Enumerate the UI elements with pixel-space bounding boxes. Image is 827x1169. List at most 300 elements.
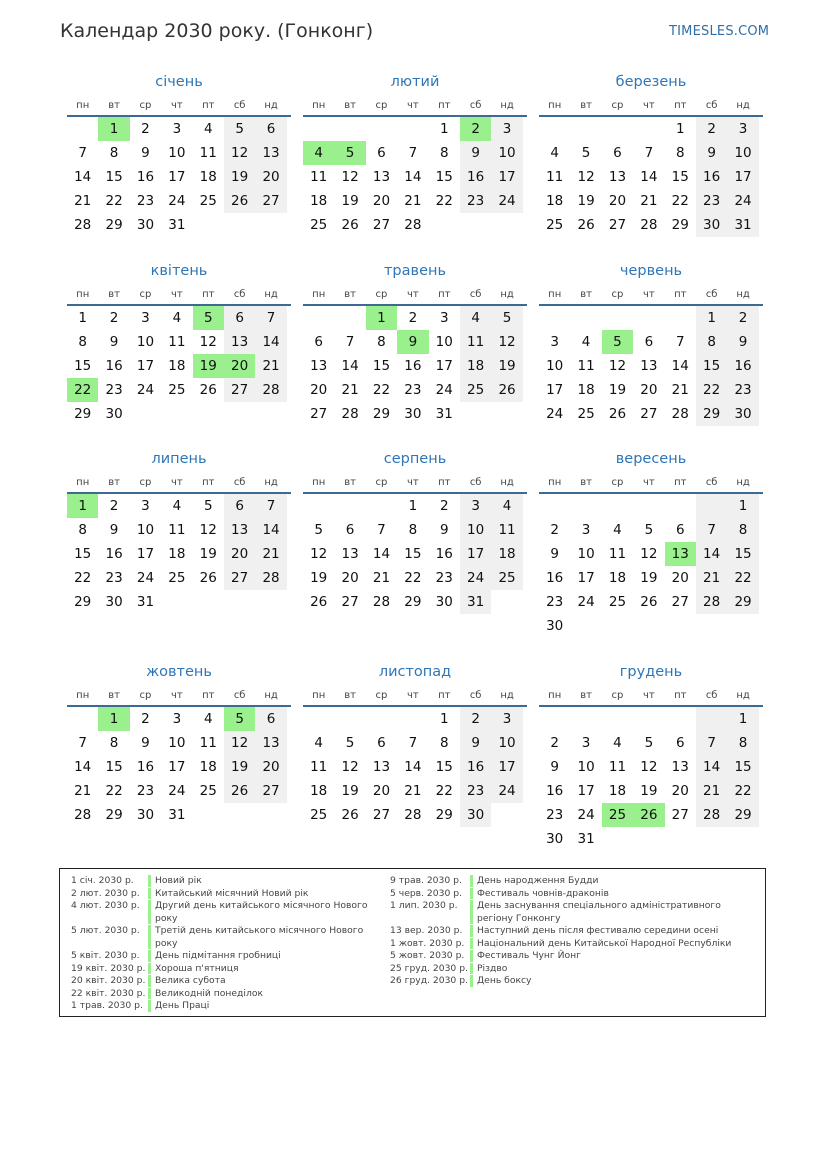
day-cell[interactable]: 12 [224,731,255,755]
day-cell[interactable]: 16 [435,546,453,562]
day-cell[interactable]: 13 [224,330,255,354]
day-cell[interactable]: 6 [314,334,323,350]
day-cell[interactable]: 22 [372,382,391,398]
day-cell[interactable]: 28 [696,803,727,827]
day-cell[interactable]: 15 [404,546,422,562]
day-cell[interactable]: 21 [74,783,92,799]
day-cell[interactable]: 24 [546,406,564,422]
day-cell[interactable]: 19 [224,755,255,779]
day-cell[interactable]: 6 [224,306,255,330]
day-cell[interactable]: 2 [696,117,727,141]
day-cell[interactable]: 29 [404,594,422,610]
day-cell[interactable]: 10 [577,759,595,775]
day-cell[interactable]: 13 [310,358,328,374]
day-cell[interactable]: 11 [460,330,491,354]
day-cell[interactable]: 18 [310,193,328,209]
day-cell[interactable]: 6 [675,735,685,751]
day-cell[interactable]: 23 [727,378,758,402]
day-cell[interactable]: 19 [193,354,224,378]
day-cell[interactable]: 15 [727,755,758,779]
day-cell[interactable]: 14 [255,518,286,542]
day-cell[interactable]: 26 [199,570,217,586]
day-cell[interactable]: 3 [581,522,591,538]
day-cell[interactable]: 3 [460,494,491,518]
day-cell[interactable]: 25 [310,217,328,233]
day-cell[interactable]: 29 [105,807,123,823]
day-cell[interactable]: 9 [460,141,491,165]
day-cell[interactable]: 11 [168,522,186,538]
day-cell[interactable]: 30 [727,402,758,426]
day-cell[interactable]: 28 [404,807,422,823]
brand-link[interactable]: TIMESLES.COM [669,24,770,39]
day-cell[interactable]: 29 [696,402,727,426]
day-cell[interactable]: 8 [109,145,119,161]
day-cell[interactable]: 7 [78,145,87,161]
day-cell[interactable]: 30 [136,807,155,823]
day-cell[interactable]: 4 [172,498,182,514]
day-cell[interactable]: 10 [577,546,595,562]
day-cell[interactable]: 6 [644,334,654,350]
day-cell[interactable]: 2 [460,707,491,731]
day-cell[interactable]: 30 [136,217,155,233]
day-cell[interactable]: 18 [608,783,627,799]
day-cell[interactable]: 30 [105,594,123,610]
day-cell[interactable]: 20 [640,382,658,398]
day-cell[interactable]: 27 [671,594,689,610]
day-cell[interactable]: 6 [255,117,286,141]
day-cell[interactable]: 5 [334,141,365,165]
day-cell[interactable]: 22 [404,570,422,586]
day-cell[interactable]: 20 [671,783,689,799]
day-cell[interactable]: 24 [168,783,186,799]
day-cell[interactable]: 30 [105,406,123,422]
day-cell[interactable]: 2 [727,306,758,330]
day-cell[interactable]: 25 [168,570,186,586]
day-cell[interactable]: 31 [460,590,491,614]
day-cell[interactable]: 14 [696,542,727,566]
day-cell[interactable]: 31 [168,217,186,233]
day-cell[interactable]: 26 [341,807,359,823]
day-cell[interactable]: 4 [303,141,334,165]
day-cell[interactable]: 7 [696,518,727,542]
day-cell[interactable]: 8 [727,518,758,542]
day-cell[interactable]: 15 [435,759,453,775]
day-cell[interactable]: 12 [224,141,255,165]
day-cell[interactable]: 8 [696,330,727,354]
day-cell[interactable]: 20 [608,193,627,209]
day-cell[interactable]: 17 [491,755,522,779]
day-cell[interactable]: 4 [172,310,182,326]
day-cell[interactable]: 13 [640,358,658,374]
day-cell[interactable]: 20 [310,382,328,398]
day-cell[interactable]: 20 [224,542,255,566]
day-cell[interactable]: 20 [671,570,689,586]
day-cell[interactable]: 23 [404,382,422,398]
day-cell[interactable]: 9 [109,522,119,538]
day-cell[interactable]: 15 [74,546,92,562]
day-cell[interactable]: 18 [546,193,564,209]
day-cell[interactable]: 16 [105,358,123,374]
day-cell[interactable]: 23 [435,570,453,586]
day-cell[interactable]: 26 [640,594,658,610]
day-cell[interactable]: 12 [310,546,328,562]
day-cell[interactable]: 30 [460,803,491,827]
day-cell[interactable]: 7 [78,735,87,751]
day-cell[interactable]: 13 [372,759,391,775]
day-cell[interactable]: 30 [404,406,422,422]
day-cell[interactable]: 20 [372,193,391,209]
day-cell[interactable]: 6 [224,494,255,518]
day-cell[interactable]: 7 [255,494,286,518]
day-cell[interactable]: 19 [577,193,595,209]
day-cell[interactable]: 31 [136,594,155,610]
day-cell[interactable]: 29 [435,807,453,823]
day-cell[interactable]: 3 [141,498,150,514]
day-cell[interactable]: 14 [640,169,658,185]
day-cell[interactable]: 15 [105,759,123,775]
day-cell[interactable]: 17 [577,570,595,586]
day-cell[interactable]: 17 [136,546,155,562]
day-cell[interactable]: 3 [141,310,150,326]
day-cell[interactable]: 8 [377,334,386,350]
day-cell[interactable]: 26 [224,189,255,213]
day-cell[interactable]: 24 [491,779,522,803]
day-cell[interactable]: 14 [372,546,391,562]
day-cell[interactable]: 4 [203,711,213,727]
day-cell[interactable]: 6 [377,735,386,751]
day-cell[interactable]: 24 [491,189,522,213]
day-cell[interactable]: 25 [608,594,627,610]
day-cell[interactable]: 15 [435,169,453,185]
day-cell[interactable]: 10 [491,731,522,755]
day-cell[interactable]: 28 [74,807,92,823]
day-cell[interactable]: 30 [696,213,727,237]
day-cell[interactable]: 6 [613,145,622,161]
day-cell[interactable]: 10 [136,522,155,538]
day-cell[interactable]: 2 [109,498,119,514]
day-cell[interactable]: 10 [727,141,758,165]
day-cell[interactable]: 28 [696,590,727,614]
day-cell[interactable]: 12 [577,169,595,185]
day-cell[interactable]: 28 [74,217,92,233]
day-cell[interactable]: 6 [377,145,386,161]
day-cell[interactable]: 30 [546,618,564,634]
day-cell[interactable]: 15 [105,169,123,185]
day-cell[interactable]: 23 [105,570,123,586]
day-cell[interactable]: 2 [439,498,449,514]
day-cell[interactable]: 10 [460,518,491,542]
day-cell[interactable]: 29 [74,406,92,422]
day-cell[interactable]: 1 [78,310,87,326]
day-cell[interactable]: 5 [491,306,522,330]
day-cell[interactable]: 22 [105,193,123,209]
day-cell[interactable]: 11 [199,735,217,751]
day-cell[interactable]: 16 [136,169,155,185]
day-cell[interactable]: 11 [608,546,627,562]
day-cell[interactable]: 1 [67,494,98,518]
day-cell[interactable]: 2 [408,310,418,326]
day-cell[interactable]: 3 [491,117,522,141]
day-cell[interactable]: 27 [341,594,359,610]
day-cell[interactable]: 19 [341,193,359,209]
day-cell[interactable]: 8 [408,522,418,538]
day-cell[interactable]: 15 [74,358,92,374]
day-cell[interactable]: 7 [696,731,727,755]
day-cell[interactable]: 10 [491,141,522,165]
day-cell[interactable]: 17 [577,783,595,799]
day-cell[interactable]: 27 [224,378,255,402]
day-cell[interactable]: 11 [546,169,564,185]
day-cell[interactable]: 29 [727,590,758,614]
day-cell[interactable]: 14 [671,358,689,374]
day-cell[interactable]: 7 [675,334,685,350]
day-cell[interactable]: 17 [168,169,186,185]
day-cell[interactable]: 14 [341,358,359,374]
day-cell[interactable]: 16 [546,570,564,586]
day-cell[interactable]: 2 [141,121,150,137]
day-cell[interactable]: 6 [255,707,286,731]
day-cell[interactable]: 23 [136,193,155,209]
day-cell[interactable]: 5 [314,522,323,538]
day-cell[interactable]: 7 [345,334,355,350]
day-cell[interactable]: 19 [341,783,359,799]
day-cell[interactable]: 23 [105,382,123,398]
day-cell[interactable]: 27 [255,779,286,803]
day-cell[interactable]: 21 [671,382,689,398]
day-cell[interactable]: 16 [727,354,758,378]
day-cell[interactable]: 23 [696,189,727,213]
day-cell[interactable]: 11 [491,518,522,542]
day-cell[interactable]: 9 [109,334,119,350]
day-cell[interactable]: 7 [255,306,286,330]
day-cell[interactable]: 10 [546,358,564,374]
day-cell[interactable]: 16 [105,546,123,562]
day-cell[interactable]: 16 [696,165,727,189]
day-cell[interactable]: 16 [460,755,491,779]
day-cell[interactable]: 16 [546,783,564,799]
day-cell[interactable]: 12 [199,334,217,350]
day-cell[interactable]: 23 [460,189,491,213]
day-cell[interactable]: 25 [546,217,564,233]
day-cell[interactable]: 24 [727,189,758,213]
day-cell[interactable]: 13 [608,169,627,185]
day-cell[interactable]: 19 [608,382,627,398]
day-cell[interactable]: 14 [74,759,92,775]
day-cell[interactable]: 19 [310,570,328,586]
day-cell[interactable]: 12 [341,169,359,185]
day-cell[interactable]: 26 [608,406,627,422]
day-cell[interactable]: 17 [435,358,453,374]
day-cell[interactable]: 15 [372,358,391,374]
day-cell[interactable]: 22 [671,193,689,209]
day-cell[interactable]: 11 [310,169,328,185]
day-cell[interactable]: 17 [727,165,758,189]
day-cell[interactable]: 5 [224,707,255,731]
day-cell[interactable]: 9 [397,330,428,354]
day-cell[interactable]: 28 [671,406,689,422]
day-cell[interactable]: 22 [727,566,758,590]
day-cell[interactable]: 10 [168,735,186,751]
day-cell[interactable]: 4 [491,494,522,518]
day-cell[interactable]: 29 [74,594,92,610]
day-cell[interactable]: 14 [74,169,92,185]
day-cell[interactable]: 27 [372,217,391,233]
day-cell[interactable]: 17 [136,358,155,374]
day-cell[interactable]: 3 [439,310,449,326]
day-cell[interactable]: 4 [581,334,591,350]
day-cell[interactable]: 7 [644,145,654,161]
day-cell[interactable]: 8 [78,522,87,538]
day-cell[interactable]: 21 [255,542,286,566]
day-cell[interactable]: 8 [727,731,758,755]
day-cell[interactable]: 18 [608,570,627,586]
day-cell[interactable]: 16 [136,759,155,775]
day-cell[interactable]: 9 [141,735,150,751]
day-cell[interactable]: 18 [577,382,595,398]
day-cell[interactable]: 15 [696,354,727,378]
day-cell[interactable]: 21 [640,193,658,209]
day-cell[interactable]: 10 [136,334,155,350]
day-cell[interactable]: 17 [546,382,564,398]
day-cell[interactable]: 9 [439,522,449,538]
day-cell[interactable]: 13 [665,542,696,566]
day-cell[interactable]: 30 [546,831,564,847]
day-cell[interactable]: 27 [310,406,328,422]
day-cell[interactable]: 12 [640,759,658,775]
day-cell[interactable]: 19 [199,546,217,562]
day-cell[interactable]: 22 [74,570,92,586]
day-cell[interactable]: 27 [255,189,286,213]
day-cell[interactable]: 4 [613,522,622,538]
day-cell[interactable]: 9 [727,330,758,354]
day-cell[interactable]: 21 [372,570,391,586]
day-cell[interactable]: 2 [550,735,559,751]
day-cell[interactable]: 12 [640,546,658,562]
day-cell[interactable]: 9 [696,141,727,165]
day-cell[interactable]: 14 [404,169,422,185]
day-cell[interactable]: 19 [640,783,658,799]
day-cell[interactable]: 7 [377,522,386,538]
day-cell[interactable]: 14 [404,759,422,775]
day-cell[interactable]: 21 [255,354,286,378]
day-cell[interactable]: 31 [577,831,595,847]
day-cell[interactable]: 18 [199,759,217,775]
day-cell[interactable]: 22 [435,783,453,799]
day-cell[interactable]: 21 [696,566,727,590]
day-cell[interactable]: 27 [640,406,658,422]
day-cell[interactable]: 26 [491,378,522,402]
day-cell[interactable]: 14 [255,330,286,354]
day-cell[interactable]: 16 [460,165,491,189]
day-cell[interactable]: 17 [491,165,522,189]
day-cell[interactable]: 28 [404,217,422,233]
day-cell[interactable]: 28 [372,594,391,610]
day-cell[interactable]: 4 [314,735,323,751]
day-cell[interactable]: 23 [460,779,491,803]
day-cell[interactable]: 21 [696,779,727,803]
day-cell[interactable]: 24 [460,566,491,590]
day-cell[interactable]: 2 [141,711,150,727]
day-cell[interactable]: 25 [168,382,186,398]
day-cell[interactable]: 11 [608,759,627,775]
day-cell[interactable]: 2 [550,522,559,538]
day-cell[interactable]: 20 [255,165,286,189]
day-cell[interactable]: 2 [460,117,491,141]
day-cell[interactable]: 27 [608,217,627,233]
day-cell[interactable]: 28 [255,378,286,402]
day-cell[interactable]: 24 [577,594,595,610]
day-cell[interactable]: 3 [550,334,559,350]
day-cell[interactable]: 12 [199,522,217,538]
day-cell[interactable]: 5 [224,117,255,141]
day-cell[interactable]: 12 [608,358,627,374]
day-cell[interactable]: 11 [199,145,217,161]
day-cell[interactable]: 26 [224,779,255,803]
day-cell[interactable]: 17 [460,542,491,566]
day-cell[interactable]: 1 [98,707,129,731]
day-cell[interactable]: 25 [199,193,217,209]
day-cell[interactable]: 8 [675,145,685,161]
day-cell[interactable]: 5 [345,735,355,751]
day-cell[interactable]: 18 [460,354,491,378]
day-cell[interactable]: 10 [435,334,453,350]
day-cell[interactable]: 31 [435,406,453,422]
day-cell[interactable]: 19 [224,165,255,189]
day-cell[interactable]: 24 [435,382,453,398]
day-cell[interactable]: 2 [109,310,119,326]
day-cell[interactable]: 1 [675,121,685,137]
day-cell[interactable]: 25 [460,378,491,402]
day-cell[interactable]: 13 [341,546,359,562]
day-cell[interactable]: 22 [696,378,727,402]
day-cell[interactable]: 26 [577,217,595,233]
day-cell[interactable]: 23 [546,594,564,610]
day-cell[interactable]: 1 [98,117,129,141]
day-cell[interactable]: 25 [310,807,328,823]
day-cell[interactable]: 28 [255,566,286,590]
day-cell[interactable]: 9 [460,731,491,755]
day-cell[interactable]: 11 [310,759,328,775]
day-cell[interactable]: 23 [546,807,564,823]
day-cell[interactable]: 21 [404,193,422,209]
day-cell[interactable]: 10 [168,145,186,161]
day-cell[interactable]: 26 [341,217,359,233]
day-cell[interactable]: 31 [168,807,186,823]
day-cell[interactable]: 18 [168,546,186,562]
day-cell[interactable]: 24 [168,193,186,209]
day-cell[interactable]: 22 [105,783,123,799]
day-cell[interactable]: 13 [255,731,286,755]
day-cell[interactable]: 8 [439,145,449,161]
day-cell[interactable]: 5 [581,145,591,161]
day-cell[interactable]: 23 [136,783,155,799]
day-cell[interactable]: 5 [602,330,633,354]
day-cell[interactable]: 12 [341,759,359,775]
day-cell[interactable]: 31 [727,213,758,237]
day-cell[interactable]: 5 [203,498,213,514]
day-cell[interactable]: 15 [671,169,689,185]
day-cell[interactable]: 1 [439,121,449,137]
day-cell[interactable]: 20 [341,570,359,586]
day-cell[interactable]: 25 [577,406,595,422]
day-cell[interactable]: 1 [366,306,397,330]
day-cell[interactable]: 1 [696,306,727,330]
day-cell[interactable]: 13 [224,518,255,542]
day-cell[interactable]: 29 [727,803,758,827]
day-cell[interactable]: 21 [341,382,359,398]
day-cell[interactable]: 22 [435,193,453,209]
day-cell[interactable]: 4 [613,735,622,751]
